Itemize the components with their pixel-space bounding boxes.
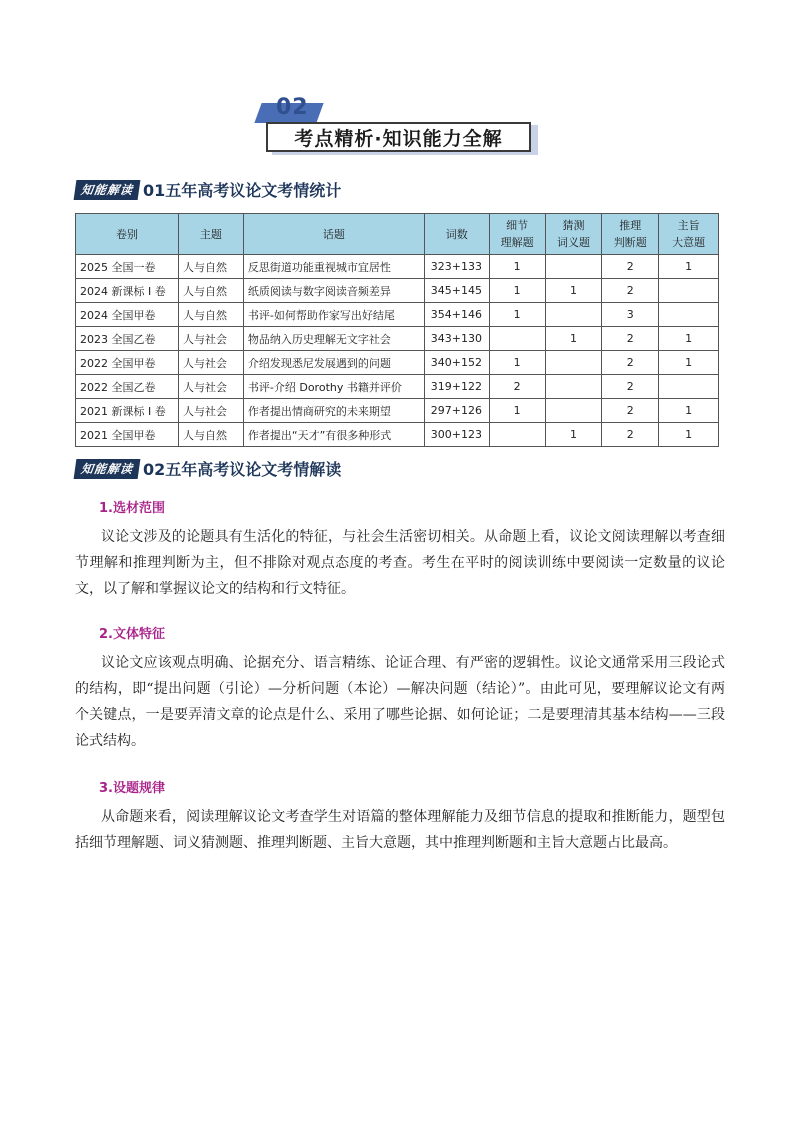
banner-title: 考点精析·知识能力全解 [266,122,531,152]
point-label: 1.选材范围 [99,501,165,516]
table-cell: 2021 全国甲卷 [76,423,179,447]
point-paragraph: 议论文应该观点明确、论据充分、语言精练、论证合理、有严密的逻辑性。议论文通常采用三段论式的结构，即“提出问题（引论）—分析问题（本论）—解决问题（结论）”。由此可见，要理解议论文有两个关键点，一是要弄清文章的论点是什么、采用了哪些论据、如何论证；二是要理清其基本结构——三段论式结构。 [75,655,725,749]
section2-title: 02五年高考议论文考情解读 [143,460,342,479]
point-label: 2.文体特征 [99,627,165,642]
table-cell: 人与自然 [178,255,243,279]
header-cell: 词数 [424,214,489,255]
table-cell: 书评-介绍 Dorothy 书籍并评价 [243,375,424,399]
table-cell [545,399,602,423]
section2-heading [75,457,341,480]
table-cell: 2022 全国甲卷 [76,351,179,375]
table-cell: 人与社会 [178,351,243,375]
table-cell: 2 [602,279,659,303]
table-cell [545,255,602,279]
header-cell: 猜测 词义题 [545,214,602,255]
table-cell: 354+146 [424,303,489,327]
table-cell: 1 [545,279,602,303]
section1-title: 01五年高考议论文考情统计 [143,181,342,200]
table-cell: 2 [602,399,659,423]
table-cell: 作者提出情商研究的未来期望 [243,399,424,423]
table-cell: 345+145 [424,279,489,303]
table-cell: 人与社会 [178,399,243,423]
table-cell: 1 [659,423,719,447]
table-cell: 319+122 [424,375,489,399]
exam-stats-table [75,213,719,447]
table-cell: 1 [489,279,545,303]
table-cell: 300+123 [424,423,489,447]
table-cell: 1 [659,327,719,351]
table-row [76,351,719,375]
table-cell: 纸质阅读与数字阅读音频差异 [243,279,424,303]
banner-number: 02 [276,95,309,120]
table-cell: 反思街道功能重视城市宜居性 [243,255,424,279]
table-cell [545,303,602,327]
table-cell [659,303,719,327]
table-cell [659,375,719,399]
table-cell: 1 [489,303,545,327]
table-cell: 2025 全国一卷 [76,255,179,279]
table-cell: 2 [602,351,659,375]
table-cell [545,351,602,375]
header-cell: 主旨 大意题 [659,214,719,255]
point-paragraph: 议论文涉及的论题具有生活化的特征，与社会生活密切相关。从命题上看，议论文阅读理解以考查细节理解和推理判断为主，但不排除对观点态度的考查。考生在平时的阅读训练中要阅读一定数量的议论文，以了解和掌握议论文的结构和行文特征。 [75,529,725,597]
table-cell: 2 [602,375,659,399]
table-cell: 2 [602,327,659,351]
table-row [76,399,719,423]
table-cell: 297+126 [424,399,489,423]
table-cell: 1 [545,327,602,351]
section1-tag: 知能解读 [74,180,141,200]
table-cell [489,423,545,447]
table-row [76,423,719,447]
table-cell: 2023 全国乙卷 [76,327,179,351]
table-cell: 3 [602,303,659,327]
table-row [76,255,719,279]
header-cell: 主题 [178,214,243,255]
header-cell: 卷别 [76,214,179,255]
table-cell: 1 [659,255,719,279]
table-cell: 1 [545,423,602,447]
table-cell [545,375,602,399]
point-label: 3.设题规律 [99,781,165,796]
table-cell: 2 [489,375,545,399]
table-row [76,327,719,351]
table-cell: 人与社会 [178,375,243,399]
section1-heading [75,178,341,201]
table-cell: 2021 新课标 I 卷 [76,399,179,423]
point-paragraph: 从命题来看，阅读理解议论文考查学生对语篇的整体理解能力及细节信息的提取和推断能力，题型包括细节理解题、词义猜测题、推理判断题、主旨大意题，其中推理判断题和主旨大意题占比最高。 [75,809,725,851]
header-cell: 细节 理解题 [489,214,545,255]
table-cell: 物品纳入历史理解无文字社会 [243,327,424,351]
table-cell [659,279,719,303]
table-cell: 人与自然 [178,303,243,327]
table-row [76,375,719,399]
table-cell: 1 [659,351,719,375]
section-banner [258,95,540,159]
section2-tag: 知能解读 [74,459,141,479]
table-cell: 1 [489,255,545,279]
table-header-row [76,214,719,255]
table-cell: 作者提出“天才”有很多种形式 [243,423,424,447]
table-cell: 2022 全国乙卷 [76,375,179,399]
table-cell: 343+130 [424,327,489,351]
table-cell [489,327,545,351]
table-row [76,279,719,303]
header-cell: 话题 [243,214,424,255]
table-cell: 人与社会 [178,327,243,351]
table-cell: 2 [602,255,659,279]
table-cell: 2 [602,423,659,447]
table-cell: 人与自然 [178,279,243,303]
table-cell: 介绍发现悉尼发展遇到的问题 [243,351,424,375]
table-row [76,303,719,327]
table-cell: 1 [489,351,545,375]
table-cell: 2024 新课标 I 卷 [76,279,179,303]
table-cell: 1 [489,399,545,423]
table-cell: 书评-如何帮助作家写出好结尾 [243,303,424,327]
table-cell: 340+152 [424,351,489,375]
table-cell: 1 [659,399,719,423]
header-cell: 推理 判断题 [602,214,659,255]
table-cell: 323+133 [424,255,489,279]
table-cell: 2024 全国甲卷 [76,303,179,327]
table-cell: 人与自然 [178,423,243,447]
